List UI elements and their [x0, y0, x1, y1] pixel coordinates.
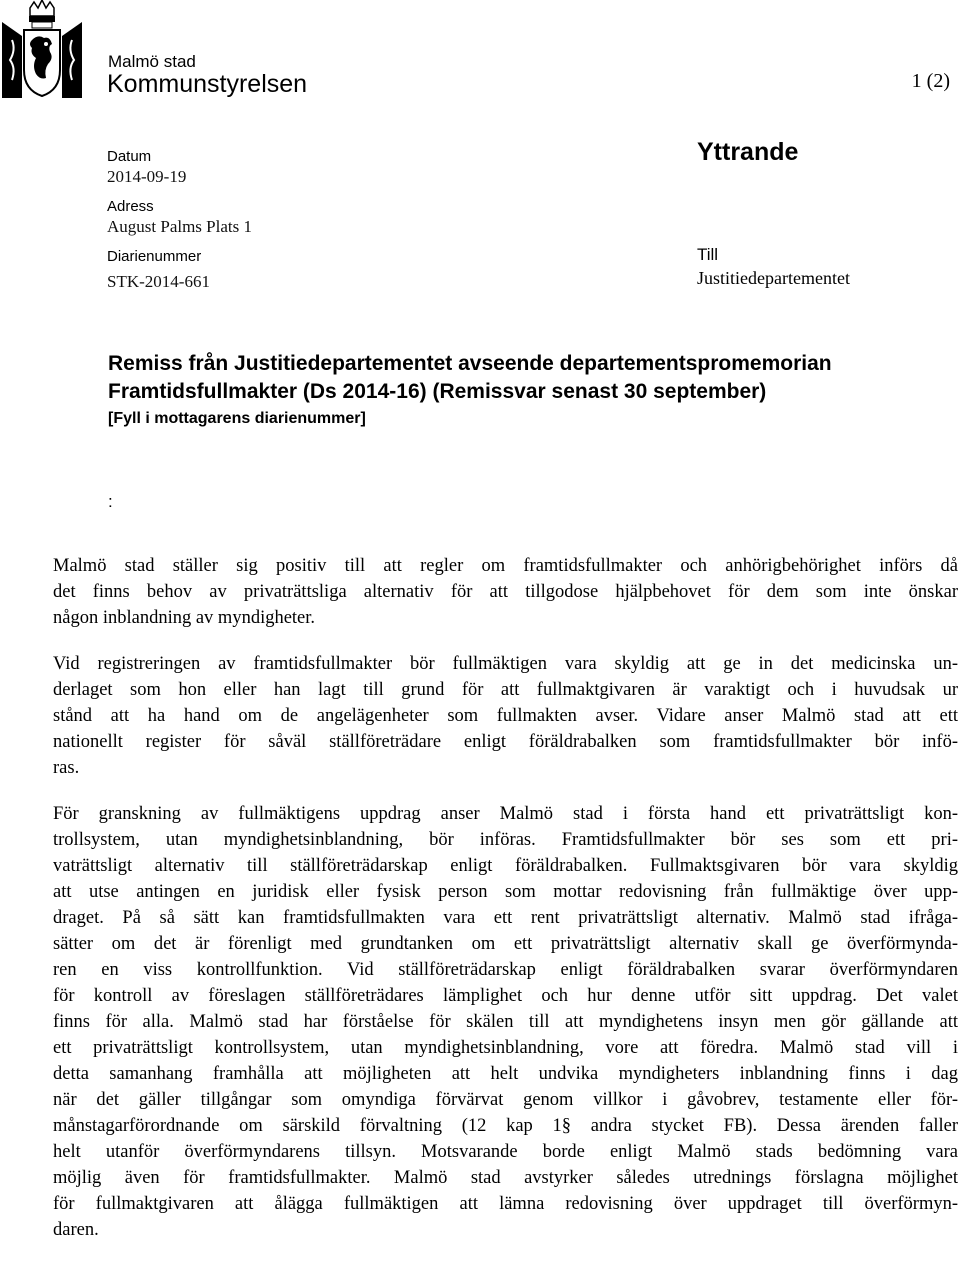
address-label: Adress — [107, 198, 154, 215]
text-line: För granskning av fullmäktigens uppdrag anser Malmö stad i första hand ett privaträttsligt kon- — [53, 804, 958, 824]
page-number: 1 (2) — [911, 70, 950, 92]
text-line: ett privaträttsligt kontrollsystem, utan myndighetsinblandning, vore att föredra. Malmö stad vill i — [53, 1038, 958, 1058]
text-line: Malmö stad ställer sig positiv till att regler om framtidsfullmakter och anhörigbehörighet införs då — [53, 556, 958, 576]
recipient-value: Justitiedepartementet — [697, 268, 850, 288]
malmo-coat-of-arms-logo — [2, 0, 82, 100]
colon-marker: : — [108, 492, 113, 511]
text-line: månstagarförordnande om särskild förvaltning (12 kap 1§ andra stycket FB). Dessa ärenden faller — [53, 1116, 958, 1136]
date-label: Datum — [107, 148, 152, 165]
recipient-diary-placeholder: [Fyll i mottagarens diarienummer] — [108, 410, 366, 427]
text-line: det finns behov av privaträttsliga alternativ för att tillgodose hjälpbehovet för dem som inte önskar — [53, 582, 958, 602]
text-line: någon inblandning av myndigheter. — [53, 608, 316, 628]
subject-heading — [108, 350, 948, 406]
text-line: när det gäller tillgångar som omyndiga förvärvat genom villkor i gåvobrev, testamente eller för- — [53, 1090, 958, 1110]
text-line: trollsystem, utan myndighetsinblandning, bör införas. Framtidsfullmakter bör ses som ett pri- — [53, 830, 958, 850]
body-text — [53, 553, 958, 1263]
text-line: daren. — [53, 1220, 99, 1240]
text-line: derlaget som hon eller han lagt till grund för att fullmaktgivaren är varaktigt och i huvudsak ur — [53, 680, 958, 700]
text-line: helt utanför överförmyndarens tillsyn. Motsvarande borde enligt Malmö stads bedömning vara — [53, 1142, 958, 1162]
text-line: ren en viss kontrollfunktion. Vid ställföreträdarskap enligt föräldrabalken svarar överförmyndaren — [53, 960, 958, 980]
text-line: sätter om det är förenligt med grundtanken om ett privaträttsligt alternativ skall ge överförmynda- — [53, 934, 958, 954]
text-line: att utse antingen en juridisk eller fysisk person som mottar redovisning från fullmäktige över upp- — [53, 882, 958, 902]
text-line: ras. — [53, 758, 80, 778]
text-line: stånd att ha hand om de angelägenheter som fullmakten avser. Vidare anser Malmö stad att ett — [53, 706, 958, 726]
text-line: detta samanhang framhålla att möjligheten att helt undvika myndigheters inblandning finns i dag — [53, 1064, 958, 1084]
paragraph — [53, 553, 958, 631]
text-line: vaträttsligt alternativ till ställföreträdarskap enligt föräldrabalken. Fullmaktsgivaren bör vara skyldig — [53, 856, 958, 876]
date-value: 2014-09-19 — [107, 167, 187, 186]
diary-number-label: Diarienummer — [107, 248, 202, 265]
document-type: Yttrande — [697, 138, 799, 166]
address-value: August Palms Plats 1 — [107, 217, 252, 236]
organization-name: Malmö stad — [108, 52, 196, 71]
text-line: Vid registreringen av framtidsfullmakter bör fullmäktigen vara skyldig att ge in det medicinska un- — [53, 654, 958, 674]
text-line: för fullmaktgivaren att ålägga fullmäktigen att lämna redovisning över uppdraget till överförmyn- — [53, 1194, 958, 1214]
recipient-label: Till — [697, 245, 719, 264]
text-line: draget. På så sätt kan framtidsfullmakten vara ett rent privaträttsligt alternativ. Malmö stad ifråga- — [53, 908, 958, 928]
subject-line: Framtidsfullmakter (Ds 2014-16) (Remissvar senast 30 september) — [108, 380, 767, 403]
subject-line: Remiss från Justitiedepartementet avseende departementspromemorian — [108, 352, 832, 375]
text-line: för kontroll av föreslagen ställföreträdares lämplighet och hur denne utför sitt uppdrag. Det valet — [53, 986, 958, 1006]
paragraph — [53, 801, 958, 1243]
paragraph — [53, 651, 958, 781]
text-line: nationellt register för såväl ställföreträdare enligt föräldrabalken som framtidsfullmakter bör infö- — [53, 732, 958, 752]
text-line: möjlig även för framtidsfullmakter. Malmö stad avstyrker således utrednings förslagna möjlighet — [53, 1168, 958, 1188]
text-line: finns för alla. Malmö stad har förståelse för skälen till att myndighetens insyn men gör gällande att — [53, 1012, 958, 1032]
diary-number-value: STK-2014-661 — [107, 272, 210, 291]
organization-unit: Kommunstyrelsen — [107, 70, 308, 98]
